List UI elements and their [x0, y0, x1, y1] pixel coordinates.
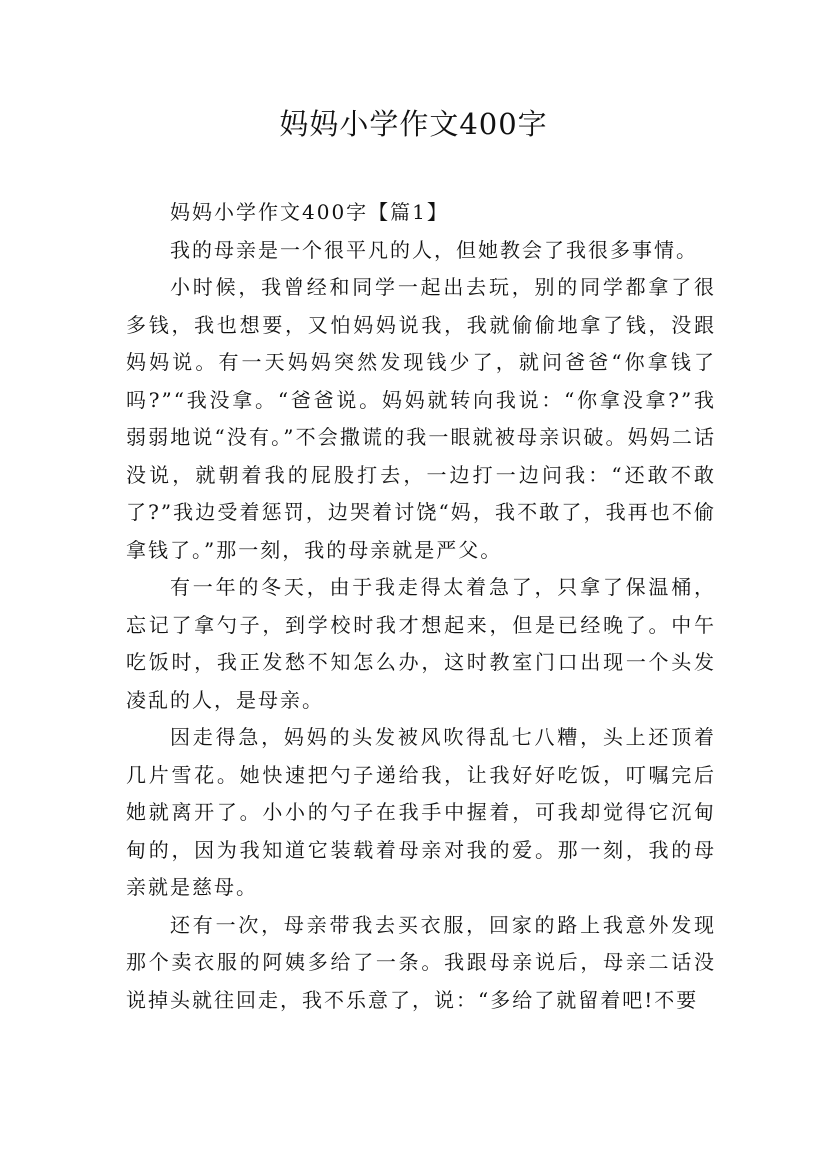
paragraph-clothes: 还有一次，母亲带我去买衣服，回家的路上我意外发现那个卖衣服的阿姨多给了一条。我跟母亲说后，母亲二话没说掉头就往回走，我不乐意了，说：“多给了就留着吧!不要 [126, 912, 716, 1012]
paragraph-mother-snow: 因走得急，妈妈的头发被风吹得乱七八糟，头上还顶着几片雪花。她快速把勺子递给我，让我好好吃饭，叮嘱完后她就离开了。小小的勺子在我手中握着，可我却觉得它沉甸甸的，因为我知道它装载着母亲对我的爱。那一刻，我的母亲就是慈母。 [126, 725, 716, 899]
document-title: 妈妈小学作文400字 [279, 107, 548, 141]
paragraph-winter-spoon: 有一年的冬天，由于我走得太着急了，只拿了保温桶，忘记了拿勺子，到学校时我才想起来，但是已经晚了。中午吃饭时，我正发愁不知怎么办，这时教室门口出现一个头发凌乱的人，是母亲。 [126, 575, 716, 712]
document-body [126, 194, 716, 1019]
section-heading: 妈妈小学作文400字【篇1】 [170, 200, 449, 224]
paragraph-childhood-money: 小时候，我曾经和同学一起出去玩，别的同学都拿了很多钱，我也想要，又怕妈妈说我，我就偷偷地拿了钱，没跟妈妈说。有一天妈妈突然发现钱少了，就问爸爸“你拿钱了吗?”“我没拿。“爸爸说。妈妈就转向我说：“你拿没拿?”我弱弱地说“没有。”不会撒谎的我一眼就被母亲识破。妈妈二话没说，就朝着我的屁股打去，一边打一边问我：“还敢不敢了?”我边受着惩罚，边哭着讨饶“妈，我不敢了，我再也不偷拿钱了。”那一刻，我的母亲就是严父。 [126, 275, 716, 562]
paragraph-intro: 我的母亲是一个很平凡的人，但她教会了我很多事情。 [170, 237, 698, 262]
